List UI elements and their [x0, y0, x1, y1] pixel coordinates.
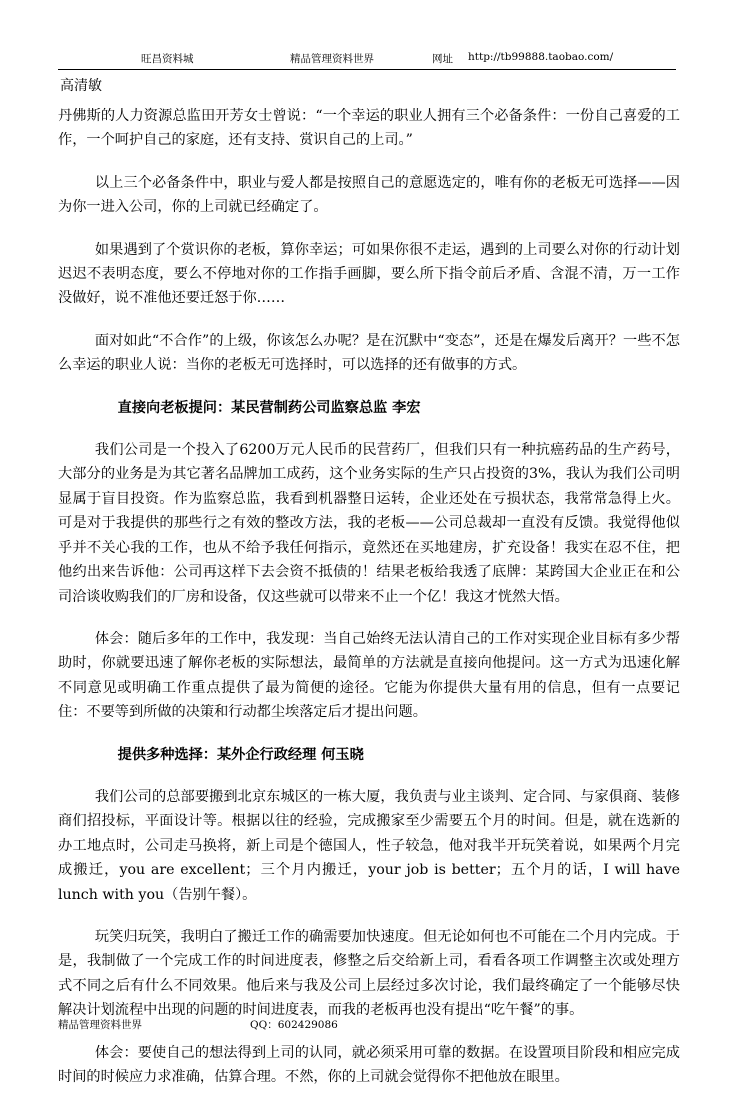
header-title: 精品管理资料世界 [290, 53, 374, 65]
article-body [58, 104, 680, 1107]
paragraph: 体会：随后多年的工作中，我发现：当自己始终无法认清自己的工作对实现企业目标有多少帮助时，你就要迅速了解你老板的实际想法，最简单的方法就是直接向他提问。这一方式为迅速化解不同意见或明确工作重点提供了最为简便的途径。它能为你提供大量有用的信息，但有一点要记住：不要等到所做的决策和行动都尘埃落定后才提出问题。 [58, 630, 680, 721]
header-site-name: 旺昌资料城 [141, 53, 194, 65]
section-heading: 直接向老板提问：某民营制药公司监察总监 李宏 [117, 399, 421, 416]
paragraph: 体会：要使自己的想法得到上司的认同，就必须采用可靠的数据。在设置项目阶段和相应完成时间的时候应力求准确，估算合理。不然，你的上司就会觉得你不把他放在眼里。 [58, 1044, 680, 1085]
paragraph: 丹佛斯的人力资源总监田开芳女士曾说：“一个幸运的职业人拥有三个必备条件：一份自己喜爱的工作，一个呵护自己的家庭，还有支持、赏识自己的上司。” [58, 108, 680, 149]
paragraph: 我们公司是一个投入了6200万元人民币的民营药厂，但我们只有一种抗癌药品的生产药号，大部分的业务是为其它著名品牌加工成药，这个业务实际的生产只占投资的3%，我认为我们公司明显属于盲目投资。作为监察总监，我看到机器整日运转，企业还处在亏损状态，我常常急得上火。可是对于我提供的那些行之有效的整改方法，我的老板——公司总裁却一直没有反馈。我觉得他似乎并不关心我的工作，也从不给予我任何指示，竟然还在买地建房，扩充设备！我实在忍不住，把他约出来告诉他：公司再这样下去会资不抵债的！结果老板给我透了底牌：某跨国大企业正在和公司洽谈收购我们的厂房和设备，仅这些就可以带来不止一个亿！我这才恍然大悟。 [58, 442, 680, 605]
page-header [92, 51, 678, 67]
footer-qq: QQ：602429086 [250, 1019, 338, 1031]
footer-site-name: 精品管理资料世界 [58, 1019, 142, 1031]
paragraph: 面对如此“不合作”的上级，你该怎么办呢？是在沉默中“变态”，还是在爆发后离开？一些不怎么幸运的职业人说：当你的老板无可选择时，可以选择的还有做事的方式。 [58, 332, 680, 374]
header-divider [58, 69, 676, 70]
header-url[interactable]: http://tb99888.taobao.com/ [468, 51, 614, 63]
header-url-label: 网址 [432, 53, 453, 65]
author-name: 高清敏 [60, 78, 102, 94]
paragraph: 以上三个必备条件中，职业与爱人都是按照自己的意愿选定的，唯有你的老板无可选择——因为你一进入公司，你的上司就已经确定了。 [58, 174, 680, 216]
paragraph: 如果遇到了个赏识你的老板，算你幸运；可如果你很不走运，遇到的上司要么对你的行动计划迟迟不表明态度，要么不停地对你的工作指手画脚，要么所下指令前后矛盾、含混不清，万一工作没做好，说不准他还要迁怒于你…… [58, 241, 680, 307]
section-heading: 提供多种选择：某外企行政经理 何玉晓 [117, 746, 364, 763]
paragraph: 玩笑归玩笑，我明白了搬迁工作的确需要加快速度。但无论如何也不可能在二个月内完成。于是，我制做了一个完成工作的时间进度表，修整之后交给新上司，看看各项工作调整主次或处理方式不同之后有什么不同效果。他后来与我及公司上层经过多次讨论，我们最终确定了一个能够尽快解决计划流程中出现的问题的时间进度表，而我的老板再也没有提出“吃午餐”的事。 [58, 928, 680, 1019]
page-footer [58, 1017, 458, 1031]
paragraph: 我们公司的总部要搬到北京东城区的一栋大厦，我负责与业主谈判、定合同、与家俱商、装修商们招投标，平面设计等。根据以往的经验，完成搬家至少需要五个月的时间。但是，就在选新的办工地点时，公司走马换将，新上司是个德国人，性子较急，他对我半开玩笑着说，如果两个月完成搬迁，you are excellent；三个月内搬迁，your job is better；五个月的话，I will have lunch with you（告别午餐）。 [58, 788, 680, 903]
